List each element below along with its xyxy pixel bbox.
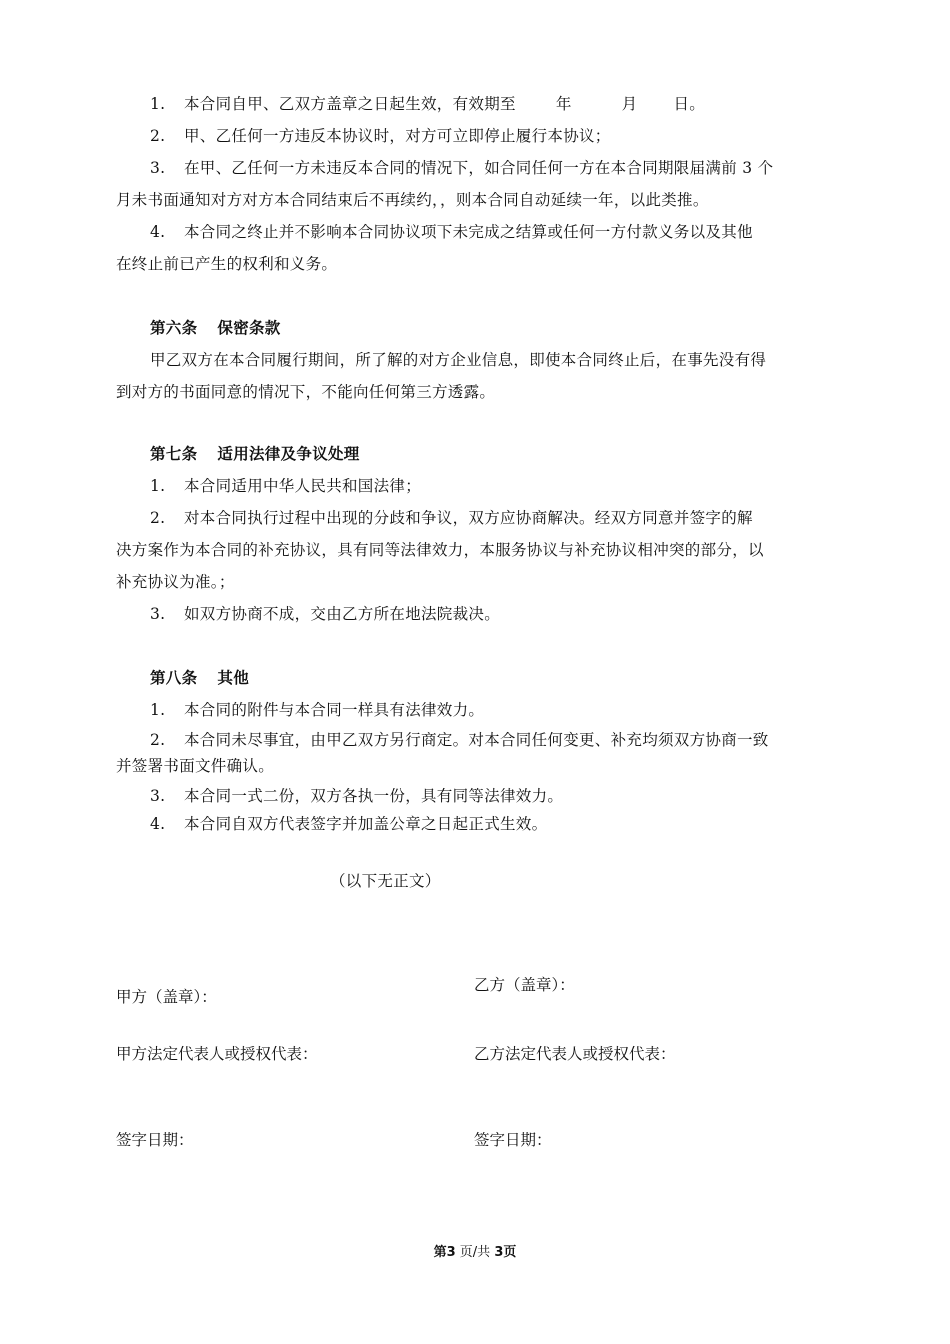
party-a-seal-label: 甲方（盖章）： [116, 988, 217, 1006]
s8-item-3: 3. 本合同一式二份，双方各执一份，具有同等法律效力。 [150, 787, 564, 805]
s7-heading: 第七条 适用法律及争议处理 [150, 445, 360, 463]
s7-item-2-line2: 决方案作为本合同的补充协议，具有同等法律效力，本服务协议与补充协议相冲突的部分，以 [116, 541, 764, 559]
s7-item-2-line1: 2. 对本合同执行过程中出现的分歧和争议，双方应协商解决。经双方同意并签字的解 [150, 509, 753, 527]
s5-item-3-line2: 月未书面通知对方对方本合同结束后不再续约，，则本合同自动延续一年，以此类推。 [116, 191, 709, 209]
s5-item-3-line1: 3. 在甲、乙任何一方未违反本合同的情况下，如合同任何一方在本合同期限届满前 3 个 [150, 159, 774, 177]
party-a-date-label: 签字日期： [116, 1131, 194, 1149]
s8-item-2-line1: 2. 本合同未尽事宜，由甲乙双方另行商定。对本合同任何变更、补充均须双方协商一致 [150, 731, 769, 749]
s5-item-4-line2: 在终止前已产生的权利和义务。 [116, 255, 338, 273]
s8-item-2-line2: 并签署书面文件确认。 [116, 757, 275, 775]
party-a-rep-label: 甲方法定代表人或授权代表： [116, 1045, 318, 1063]
s8-item-1: 1. 本合同的附件与本合同一样具有法律效力。 [150, 701, 485, 719]
party-b-rep-label: 乙方法定代表人或授权代表： [474, 1045, 676, 1063]
s7-item-3: 3. 如双方协商不成，交由乙方所在地法院裁决。 [150, 605, 501, 623]
party-b-date-label: 签字日期： [474, 1131, 552, 1149]
s7-item-2-line3: 补充协议为准。； [116, 573, 235, 591]
s6-line1: 甲乙双方在本合同履行期间，所了解的对方企业信息，即使本合同终止后，在事先没有得 [150, 351, 767, 369]
s8-item-4: 4. 本合同自双方代表签字并加盖公章之日起正式生效。 [150, 815, 548, 833]
s5-item-1: 1. 本合同自甲、乙双方盖章之日起生效，有效期至 年 月 日。 [150, 95, 706, 113]
party-b-seal-label: 乙方（盖章）： [474, 976, 575, 994]
s5-item-2: 2. 甲、乙任何一方违反本协议时，对方可立即停止履行本协议； [150, 127, 611, 145]
s5-item-4-line1: 4. 本合同之终止并不影响本合同协议项下未完成之结算或任何一方付款义务以及其他 [150, 223, 753, 241]
end-note: （以下无正文） [330, 872, 441, 890]
s7-item-1: 1. 本合同适用中华人民共和国法律； [150, 477, 422, 495]
s8-heading: 第八条 其他 [150, 669, 250, 687]
s6-line2: 到对方的书面同意的情况下，不能向任何第三方透露。 [116, 383, 496, 401]
page-footer: 第3 页/共 3页 [433, 1245, 517, 1260]
s6-heading: 第六条 保密条款 [150, 319, 281, 337]
